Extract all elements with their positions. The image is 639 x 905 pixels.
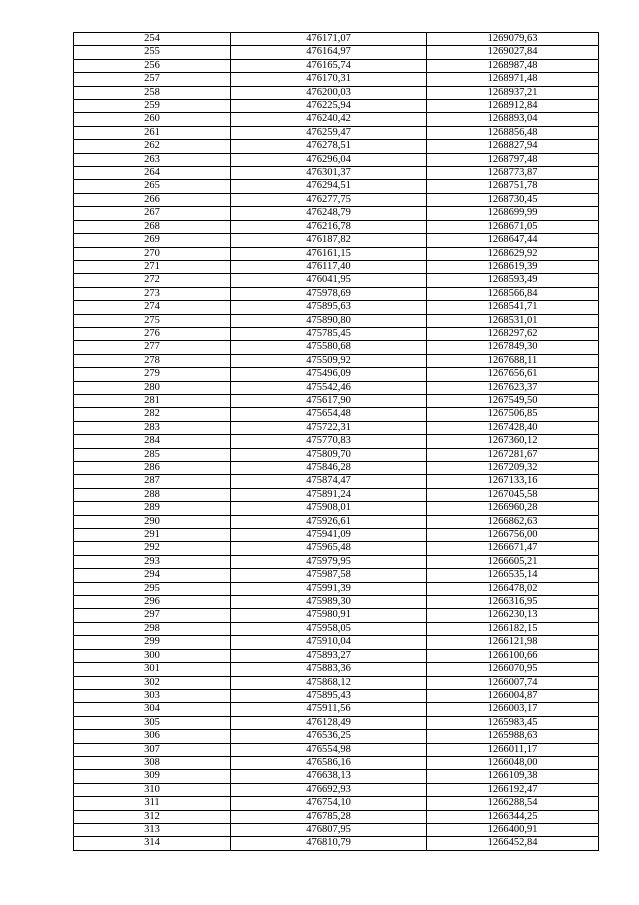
x-coordinate-cell: 476785,28 [231, 810, 427, 823]
point-number-cell: 267 [74, 207, 231, 220]
y-coordinate-cell: 1268971,48 [427, 73, 599, 86]
x-coordinate-cell: 476216,78 [231, 220, 427, 233]
y-coordinate-cell: 1266100,66 [427, 649, 599, 662]
y-coordinate-cell: 1266109,38 [427, 770, 599, 783]
table-row [74, 555, 599, 568]
y-coordinate-cell: 1268987,48 [427, 59, 599, 72]
y-coordinate-cell: 1266192,47 [427, 783, 599, 796]
y-coordinate-cell: 1268751,78 [427, 180, 599, 193]
point-number-cell: 280 [74, 381, 231, 394]
table-row [74, 596, 599, 609]
x-coordinate-cell: 476240,42 [231, 113, 427, 126]
y-coordinate-cell: 1267549,50 [427, 394, 599, 407]
x-coordinate-cell: 475809,70 [231, 448, 427, 461]
table-row [74, 341, 599, 354]
x-coordinate-cell: 475911,56 [231, 703, 427, 716]
table-row [74, 113, 599, 126]
x-coordinate-cell: 476554,98 [231, 743, 427, 756]
x-coordinate-cell: 475895,43 [231, 689, 427, 702]
point-number-cell: 266 [74, 193, 231, 206]
x-coordinate-cell: 476248,79 [231, 207, 427, 220]
table-row [74, 100, 599, 113]
table-row [74, 207, 599, 220]
x-coordinate-cell: 476754,10 [231, 797, 427, 810]
point-number-cell: 275 [74, 314, 231, 327]
table-row [74, 408, 599, 421]
point-number-cell: 270 [74, 247, 231, 260]
point-number-cell: 287 [74, 475, 231, 488]
x-coordinate-cell: 476807,95 [231, 823, 427, 836]
point-number-cell: 264 [74, 167, 231, 180]
coordinates-table-body [74, 33, 599, 851]
x-coordinate-cell: 475874,47 [231, 475, 427, 488]
table-row [74, 529, 599, 542]
point-number-cell: 261 [74, 126, 231, 139]
y-coordinate-cell: 1266605,21 [427, 555, 599, 568]
point-number-cell: 302 [74, 676, 231, 689]
y-coordinate-cell: 1266671,47 [427, 542, 599, 555]
table-row [74, 247, 599, 260]
y-coordinate-cell: 1268912,84 [427, 100, 599, 113]
point-number-cell: 314 [74, 837, 231, 850]
table-row [74, 180, 599, 193]
table-row [74, 301, 599, 314]
x-coordinate-cell: 476638,13 [231, 770, 427, 783]
x-coordinate-cell: 475980,91 [231, 609, 427, 622]
y-coordinate-cell: 1267360,12 [427, 435, 599, 448]
table-row [74, 167, 599, 180]
y-coordinate-cell: 1267209,32 [427, 462, 599, 475]
y-coordinate-cell: 1266230,13 [427, 609, 599, 622]
y-coordinate-cell: 1266007,74 [427, 676, 599, 689]
table-row [74, 810, 599, 823]
point-number-cell: 260 [74, 113, 231, 126]
x-coordinate-cell: 475926,61 [231, 515, 427, 528]
y-coordinate-cell: 1266070,95 [427, 663, 599, 676]
point-number-cell: 291 [74, 529, 231, 542]
table-row [74, 314, 599, 327]
y-coordinate-cell: 1266862,63 [427, 515, 599, 528]
table-row [74, 368, 599, 381]
y-coordinate-cell: 1268629,92 [427, 247, 599, 260]
y-coordinate-cell: 1266121,98 [427, 636, 599, 649]
y-coordinate-cell: 1268531,01 [427, 314, 599, 327]
y-coordinate-cell: 1268619,39 [427, 260, 599, 273]
x-coordinate-cell: 476278,51 [231, 140, 427, 153]
point-number-cell: 274 [74, 301, 231, 314]
point-number-cell: 292 [74, 542, 231, 555]
point-number-cell: 256 [74, 59, 231, 72]
y-coordinate-cell: 1267849,30 [427, 341, 599, 354]
point-number-cell: 311 [74, 797, 231, 810]
table-row [74, 582, 599, 595]
table-row [74, 770, 599, 783]
table-row [74, 46, 599, 59]
point-number-cell: 277 [74, 341, 231, 354]
table-row [74, 287, 599, 300]
x-coordinate-cell: 475987,58 [231, 569, 427, 582]
table-row [74, 797, 599, 810]
x-coordinate-cell: 475891,24 [231, 488, 427, 501]
point-number-cell: 306 [74, 730, 231, 743]
point-number-cell: 289 [74, 502, 231, 515]
table-row [74, 475, 599, 488]
table-row [74, 59, 599, 72]
table-row [74, 676, 599, 689]
x-coordinate-cell: 476810,79 [231, 837, 427, 850]
x-coordinate-cell: 476187,82 [231, 234, 427, 247]
point-number-cell: 309 [74, 770, 231, 783]
x-coordinate-cell: 475895,63 [231, 301, 427, 314]
y-coordinate-cell: 1268297,62 [427, 327, 599, 340]
table-row [74, 274, 599, 287]
point-number-cell: 296 [74, 596, 231, 609]
table-row [74, 435, 599, 448]
table-row [74, 703, 599, 716]
table-row [74, 421, 599, 434]
table-row [74, 193, 599, 206]
point-number-cell: 281 [74, 394, 231, 407]
point-number-cell: 269 [74, 234, 231, 247]
x-coordinate-cell: 475979,95 [231, 555, 427, 568]
point-number-cell: 310 [74, 783, 231, 796]
point-number-cell: 303 [74, 689, 231, 702]
point-number-cell: 294 [74, 569, 231, 582]
y-coordinate-cell: 1268856,48 [427, 126, 599, 139]
y-coordinate-cell: 1266400,91 [427, 823, 599, 836]
y-coordinate-cell: 1267281,67 [427, 448, 599, 461]
y-coordinate-cell: 1268827,94 [427, 140, 599, 153]
x-coordinate-cell: 476161,15 [231, 247, 427, 260]
y-coordinate-cell: 1266316,95 [427, 596, 599, 609]
y-coordinate-cell: 1268699,99 [427, 207, 599, 220]
y-coordinate-cell: 1267428,40 [427, 421, 599, 434]
x-coordinate-cell: 476586,16 [231, 756, 427, 769]
table-row [74, 220, 599, 233]
point-number-cell: 271 [74, 260, 231, 273]
y-coordinate-cell: 1268797,48 [427, 153, 599, 166]
table-row [74, 327, 599, 340]
table-row [74, 73, 599, 86]
x-coordinate-cell: 476294,51 [231, 180, 427, 193]
x-coordinate-cell: 476041,95 [231, 274, 427, 287]
y-coordinate-cell: 1266003,17 [427, 703, 599, 716]
x-coordinate-cell: 476301,37 [231, 167, 427, 180]
table-row [74, 743, 599, 756]
table-row [74, 515, 599, 528]
y-coordinate-cell: 1266478,02 [427, 582, 599, 595]
y-coordinate-cell: 1268671,05 [427, 220, 599, 233]
table-row [74, 462, 599, 475]
point-number-cell: 313 [74, 823, 231, 836]
table-row [74, 756, 599, 769]
point-number-cell: 265 [74, 180, 231, 193]
y-coordinate-cell: 1269079,63 [427, 33, 599, 46]
table-row [74, 234, 599, 247]
y-coordinate-cell: 1268647,44 [427, 234, 599, 247]
y-coordinate-cell: 1267133,16 [427, 475, 599, 488]
x-coordinate-cell: 475893,27 [231, 649, 427, 662]
x-coordinate-cell: 475910,04 [231, 636, 427, 649]
point-number-cell: 272 [74, 274, 231, 287]
x-coordinate-cell: 476536,25 [231, 730, 427, 743]
y-coordinate-cell: 1266011,17 [427, 743, 599, 756]
y-coordinate-cell: 1269027,84 [427, 46, 599, 59]
table-row [74, 716, 599, 729]
table-row [74, 636, 599, 649]
x-coordinate-cell: 475989,30 [231, 596, 427, 609]
table-row [74, 730, 599, 743]
table-row [74, 663, 599, 676]
y-coordinate-cell: 1267623,37 [427, 381, 599, 394]
point-number-cell: 276 [74, 327, 231, 340]
table-row [74, 783, 599, 796]
table-row [74, 126, 599, 139]
point-number-cell: 255 [74, 46, 231, 59]
x-coordinate-cell: 476259,47 [231, 126, 427, 139]
x-coordinate-cell: 475965,48 [231, 542, 427, 555]
x-coordinate-cell: 475890,80 [231, 314, 427, 327]
table-row [74, 488, 599, 501]
y-coordinate-cell: 1267688,11 [427, 354, 599, 367]
y-coordinate-cell: 1267045,58 [427, 488, 599, 501]
x-coordinate-cell: 475958,05 [231, 622, 427, 635]
x-coordinate-cell: 475846,28 [231, 462, 427, 475]
point-number-cell: 304 [74, 703, 231, 716]
table-row [74, 153, 599, 166]
x-coordinate-cell: 476225,94 [231, 100, 427, 113]
x-coordinate-cell: 475580,68 [231, 341, 427, 354]
x-coordinate-cell: 475654,48 [231, 408, 427, 421]
table-row [74, 140, 599, 153]
x-coordinate-cell: 475868,12 [231, 676, 427, 689]
y-coordinate-cell: 1266004,87 [427, 689, 599, 702]
point-number-cell: 273 [74, 287, 231, 300]
x-coordinate-cell: 476171,07 [231, 33, 427, 46]
point-number-cell: 278 [74, 354, 231, 367]
y-coordinate-cell: 1266756,00 [427, 529, 599, 542]
point-number-cell: 307 [74, 743, 231, 756]
y-coordinate-cell: 1266048,00 [427, 756, 599, 769]
y-coordinate-cell: 1268730,45 [427, 193, 599, 206]
point-number-cell: 283 [74, 421, 231, 434]
x-coordinate-cell: 475770,83 [231, 435, 427, 448]
table-row [74, 609, 599, 622]
y-coordinate-cell: 1266535,14 [427, 569, 599, 582]
point-number-cell: 293 [74, 555, 231, 568]
y-coordinate-cell: 1266960,28 [427, 502, 599, 515]
x-coordinate-cell: 475991,39 [231, 582, 427, 595]
x-coordinate-cell: 475978,69 [231, 287, 427, 300]
point-number-cell: 268 [74, 220, 231, 233]
y-coordinate-cell: 1266182,15 [427, 622, 599, 635]
y-coordinate-cell: 1267656,61 [427, 368, 599, 381]
point-number-cell: 298 [74, 622, 231, 635]
point-number-cell: 297 [74, 609, 231, 622]
x-coordinate-cell: 475722,31 [231, 421, 427, 434]
y-coordinate-cell: 1268893,04 [427, 113, 599, 126]
point-number-cell: 262 [74, 140, 231, 153]
table-row [74, 823, 599, 836]
point-number-cell: 284 [74, 435, 231, 448]
table-row [74, 394, 599, 407]
point-number-cell: 286 [74, 462, 231, 475]
table-row [74, 381, 599, 394]
point-number-cell: 279 [74, 368, 231, 381]
x-coordinate-cell: 476296,04 [231, 153, 427, 166]
point-number-cell: 288 [74, 488, 231, 501]
point-number-cell: 305 [74, 716, 231, 729]
point-number-cell: 263 [74, 153, 231, 166]
table-row [74, 86, 599, 99]
x-coordinate-cell: 475908,01 [231, 502, 427, 515]
y-coordinate-cell: 1268937,21 [427, 86, 599, 99]
table-row [74, 569, 599, 582]
point-number-cell: 295 [74, 582, 231, 595]
x-coordinate-cell: 476164,97 [231, 46, 427, 59]
point-number-cell: 257 [74, 73, 231, 86]
x-coordinate-cell: 476128,49 [231, 716, 427, 729]
y-coordinate-cell: 1265983,45 [427, 716, 599, 729]
point-number-cell: 290 [74, 515, 231, 528]
point-number-cell: 258 [74, 86, 231, 99]
x-coordinate-cell: 475542,46 [231, 381, 427, 394]
coordinates-table [73, 32, 599, 851]
y-coordinate-cell: 1268566,84 [427, 287, 599, 300]
point-number-cell: 308 [74, 756, 231, 769]
x-coordinate-cell: 476200,03 [231, 86, 427, 99]
x-coordinate-cell: 475941,09 [231, 529, 427, 542]
table-row [74, 502, 599, 515]
table-row [74, 33, 599, 46]
x-coordinate-cell: 476170,31 [231, 73, 427, 86]
x-coordinate-cell: 475883,36 [231, 663, 427, 676]
y-coordinate-cell: 1267506,85 [427, 408, 599, 421]
x-coordinate-cell: 475496,09 [231, 368, 427, 381]
point-number-cell: 254 [74, 33, 231, 46]
x-coordinate-cell: 476165,74 [231, 59, 427, 72]
table-row [74, 837, 599, 850]
y-coordinate-cell: 1268773,87 [427, 167, 599, 180]
table-row [74, 260, 599, 273]
y-coordinate-cell: 1266288,54 [427, 797, 599, 810]
y-coordinate-cell: 1268541,71 [427, 301, 599, 314]
table-row [74, 649, 599, 662]
table-row [74, 354, 599, 367]
x-coordinate-cell: 475509,92 [231, 354, 427, 367]
table-row [74, 622, 599, 635]
point-number-cell: 299 [74, 636, 231, 649]
point-number-cell: 312 [74, 810, 231, 823]
x-coordinate-cell: 475785,45 [231, 327, 427, 340]
y-coordinate-cell: 1265988,63 [427, 730, 599, 743]
x-coordinate-cell: 475617,90 [231, 394, 427, 407]
point-number-cell: 282 [74, 408, 231, 421]
y-coordinate-cell: 1266344,25 [427, 810, 599, 823]
point-number-cell: 301 [74, 663, 231, 676]
table-row [74, 689, 599, 702]
point-number-cell: 285 [74, 448, 231, 461]
point-number-cell: 300 [74, 649, 231, 662]
x-coordinate-cell: 476277,75 [231, 193, 427, 206]
y-coordinate-cell: 1268593,49 [427, 274, 599, 287]
x-coordinate-cell: 476692,93 [231, 783, 427, 796]
x-coordinate-cell: 476117,40 [231, 260, 427, 273]
point-number-cell: 259 [74, 100, 231, 113]
table-row [74, 542, 599, 555]
table-row [74, 448, 599, 461]
y-coordinate-cell: 1266452,84 [427, 837, 599, 850]
